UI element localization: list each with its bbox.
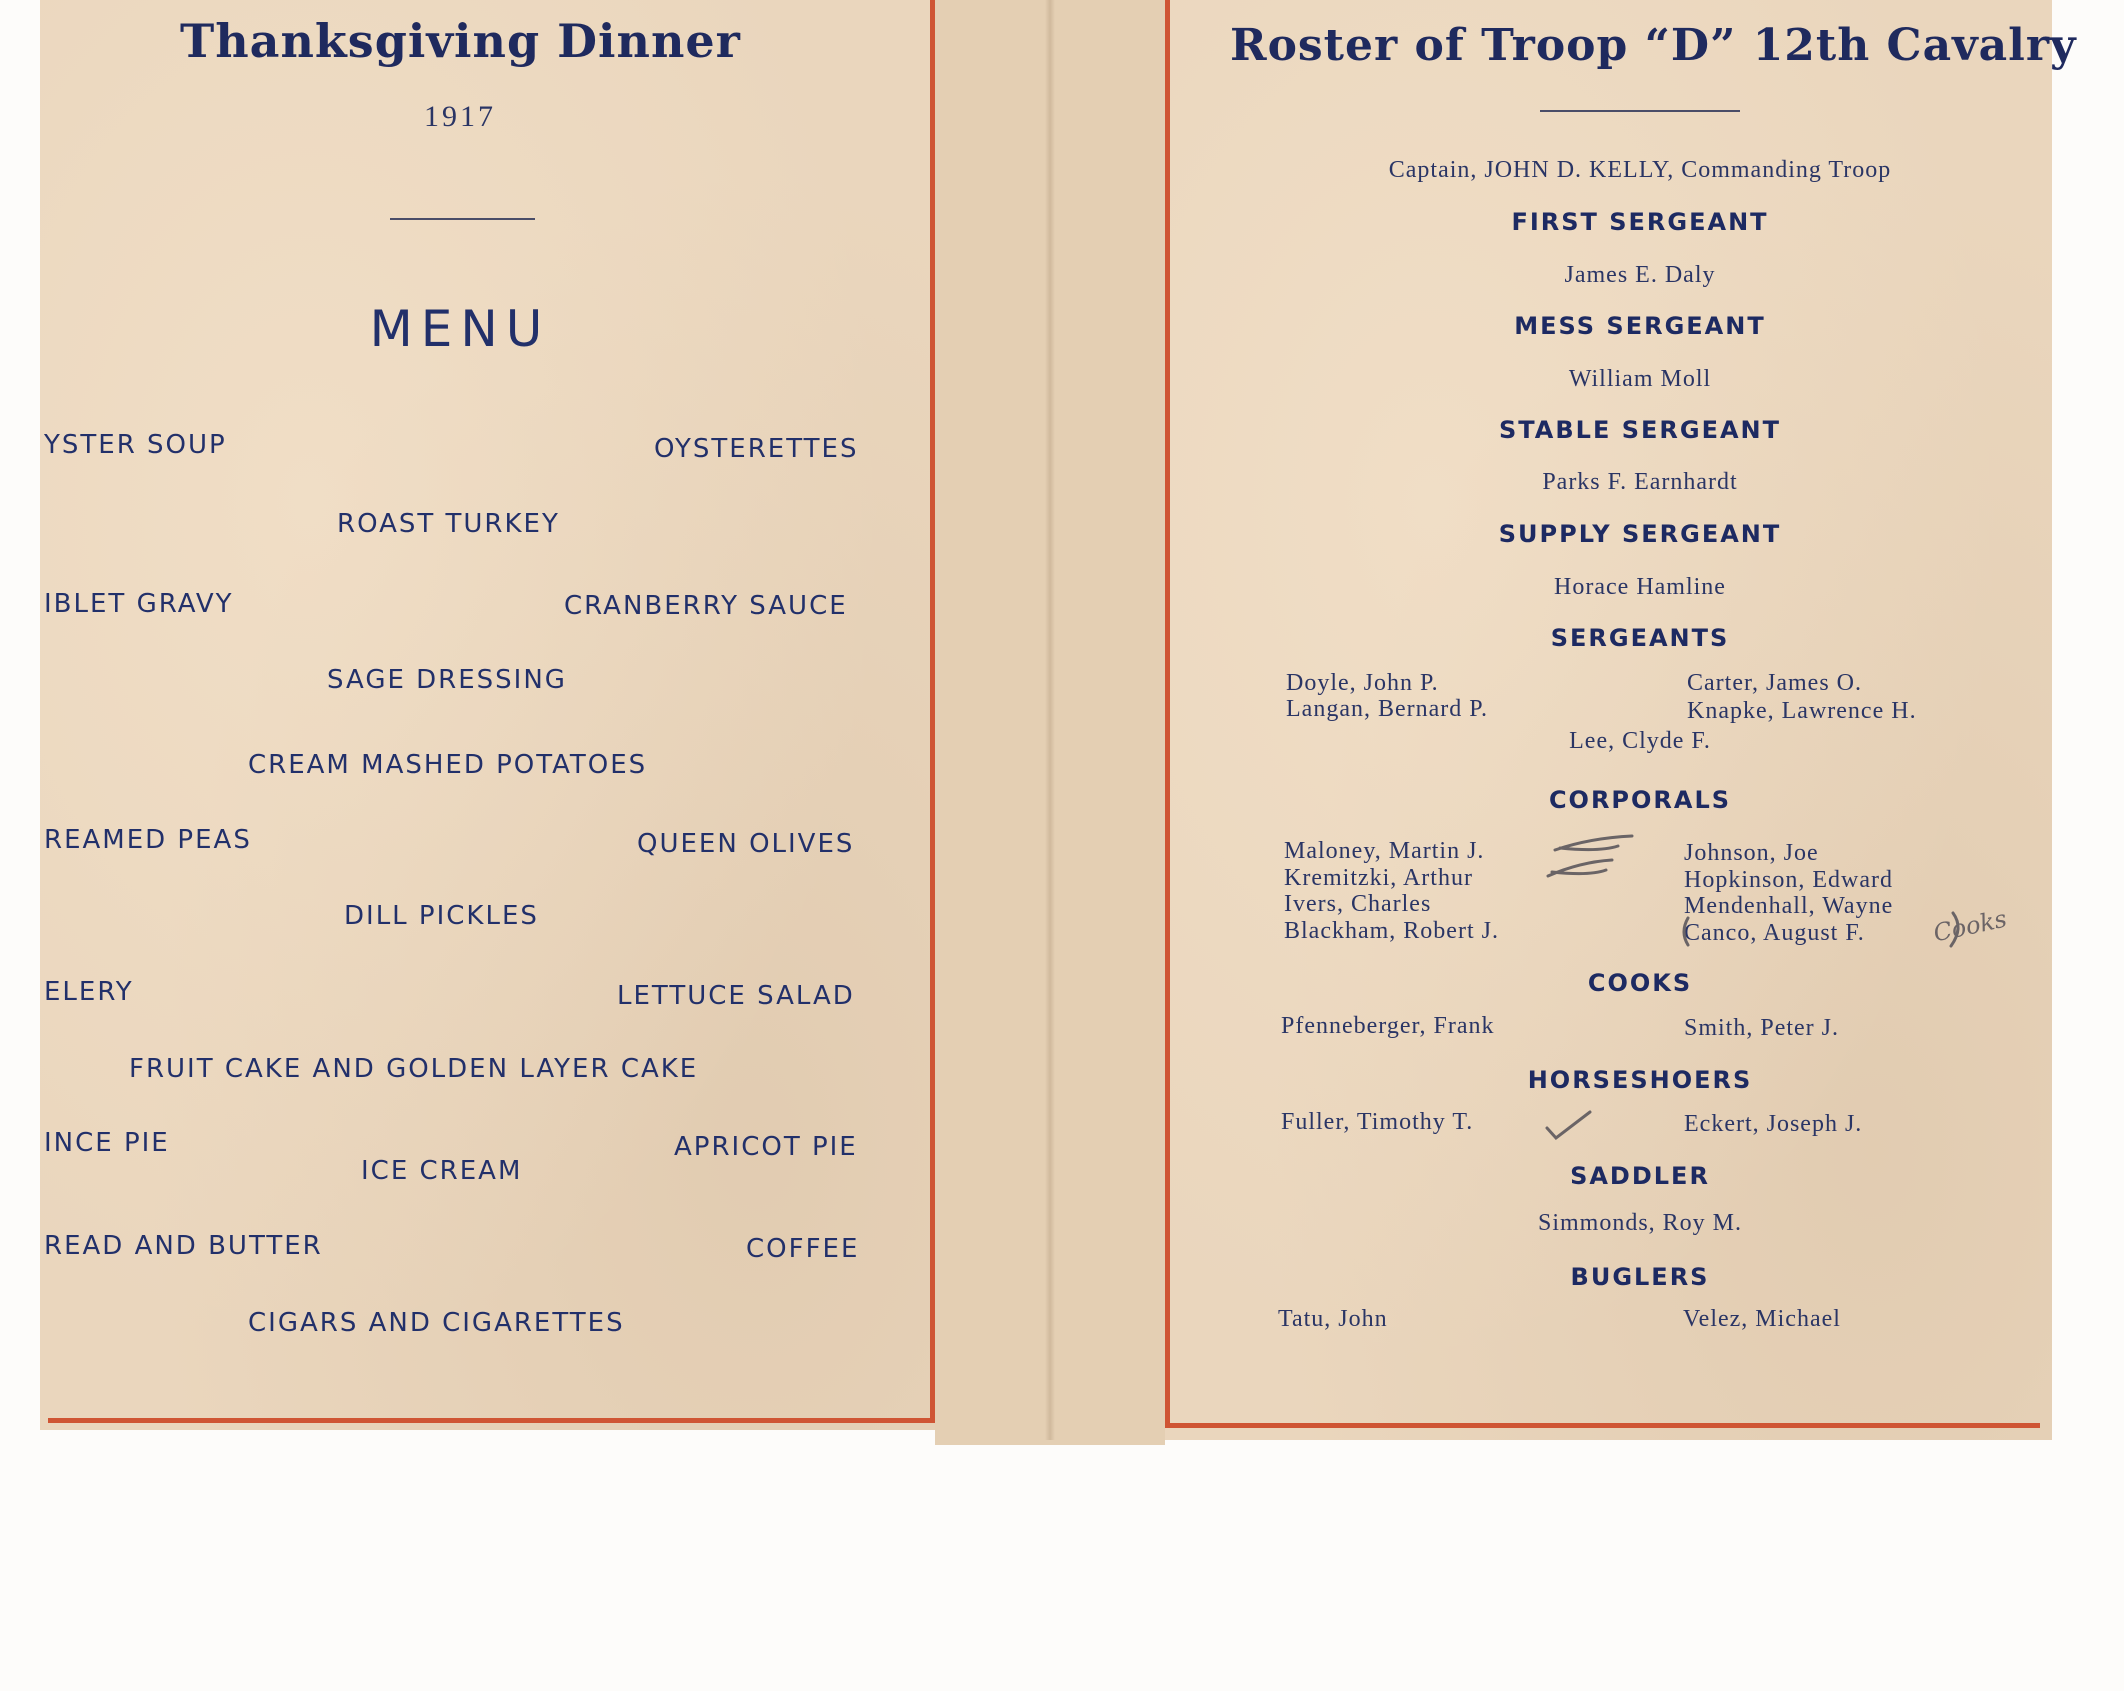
heading-horseshoers: HORSESHOERS (1527, 1066, 1753, 1094)
menu-item-sage-dressing: SAGE DRESSING (327, 665, 567, 695)
menu-item-ice-cream: ICE CREAM (361, 1156, 523, 1186)
sergeant-name: Langan, Bernard P. (1286, 696, 1488, 722)
menu-item-cranberry-sauce: CRANBERRY SAUCE (564, 591, 848, 621)
menu-item-mince-pie: INCE PIE (44, 1128, 170, 1158)
menu-item-oysterettes: OYSTERETTES (654, 434, 859, 464)
menu-title: Thanksgiving Dinner (180, 14, 741, 68)
menu-year: 1917 (424, 100, 496, 133)
heading-sergeants: SERGEANTS (1550, 624, 1730, 652)
sergeant-name: Knapke, Lawrence H. (1687, 698, 1917, 724)
heading-saddler: SADDLER (1570, 1162, 1710, 1190)
menu-item-creamed-peas: REAMED PEAS (44, 825, 252, 855)
corporal-name: Blackham, Robert J. (1284, 918, 1499, 944)
corporal-name: Johnson, Joe (1684, 840, 1819, 866)
pencil-note-cooks: Cooks (1930, 904, 2010, 948)
cook-name: Smith, Peter J. (1684, 1015, 1840, 1041)
heading-supply-sergeant: SUPPLY SERGEANT (1498, 520, 1782, 548)
menu-item-mashed-potatoes: CREAM MASHED POTATOES (248, 750, 648, 780)
sergeant-name: Carter, James O. (1687, 670, 1862, 696)
horseshoer-name: Eckert, Joseph J. (1684, 1111, 1863, 1137)
menu-item-cigars: CIGARS AND CIGARETTES (248, 1308, 625, 1338)
roster-title: Roster of Troop “D” 12th Cavalry (1230, 20, 2077, 71)
supply-sergeant-name: Horace Hamline (1554, 574, 1726, 600)
corporal-name: Mendenhall, Wayne (1684, 893, 1894, 919)
pencil-arrow-kremitzki (1548, 860, 1612, 876)
menu-item-bread-butter: READ AND BUTTER (44, 1231, 323, 1261)
menu-heading: MENU (369, 300, 551, 358)
sergeant-name: Doyle, John P. (1286, 670, 1439, 696)
pencil-bracket-open (1684, 918, 1688, 945)
bugler-name: Velez, Michael (1683, 1306, 1841, 1332)
cook-name: Pfenneberger, Frank (1281, 1013, 1495, 1039)
heading-first-sergeant: FIRST SERGEANT (1511, 208, 1769, 236)
pencil-arrow-maloney (1555, 836, 1632, 850)
stable-sergeant-name: Parks F. Earnhardt (1542, 469, 1738, 495)
menu-item-roast-turkey: ROAST TURKEY (337, 509, 560, 539)
first-sergeant-name: James E. Daly (1564, 262, 1716, 288)
corporal-name: Ivers, Charles (1284, 891, 1432, 917)
menu-item-queen-olives: QUEEN OLIVES (637, 829, 855, 859)
sergeant-name: Lee, Clyde F. (1569, 728, 1711, 754)
bugler-name: Tatu, John (1278, 1306, 1388, 1332)
heading-stable-sergeant: STABLE SERGEANT (1499, 416, 1781, 444)
menu-item-cakes: FRUIT CAKE AND GOLDEN LAYER CAKE (129, 1054, 699, 1084)
corporal-name: Kremitzki, Arthur (1284, 865, 1473, 891)
menu-item-oyster-soup: YSTER SOUP (44, 430, 227, 460)
menu-item-dill-pickles: DILL PICKLES (344, 901, 539, 931)
heading-mess-sergeant: MESS SERGEANT (1514, 312, 1766, 340)
heading-buglers: BUGLERS (1570, 1263, 1710, 1291)
pencil-check-fuller (1547, 1112, 1590, 1138)
corporal-name: Hopkinson, Edward (1684, 867, 1893, 893)
roster-captain: Captain, JOHN D. KELLY, Commanding Troop (1388, 157, 1892, 183)
mess-sergeant-name: William Moll (1568, 366, 1712, 392)
pencil-checkmarks (1547, 836, 1958, 1138)
corporal-name: Canco, August F. (1684, 920, 1865, 946)
menu-item-celery: ELERY (44, 977, 134, 1007)
saddler-name: Simmonds, Roy M. (1537, 1210, 1743, 1236)
menu-item-giblet-gravy: IBLET GRAVY (44, 589, 234, 619)
menu-item-lettuce-salad: LETTUCE SALAD (617, 981, 855, 1011)
heading-corporals: CORPORALS (1548, 786, 1732, 814)
menu-item-apricot-pie: APRICOT PIE (674, 1132, 858, 1162)
menu-item-coffee: COFFEE (746, 1234, 860, 1264)
heading-cooks: COOKS (1587, 969, 1693, 997)
corporal-name: Maloney, Martin J. (1284, 838, 1485, 864)
horseshoer-name: Fuller, Timothy T. (1281, 1109, 1474, 1135)
